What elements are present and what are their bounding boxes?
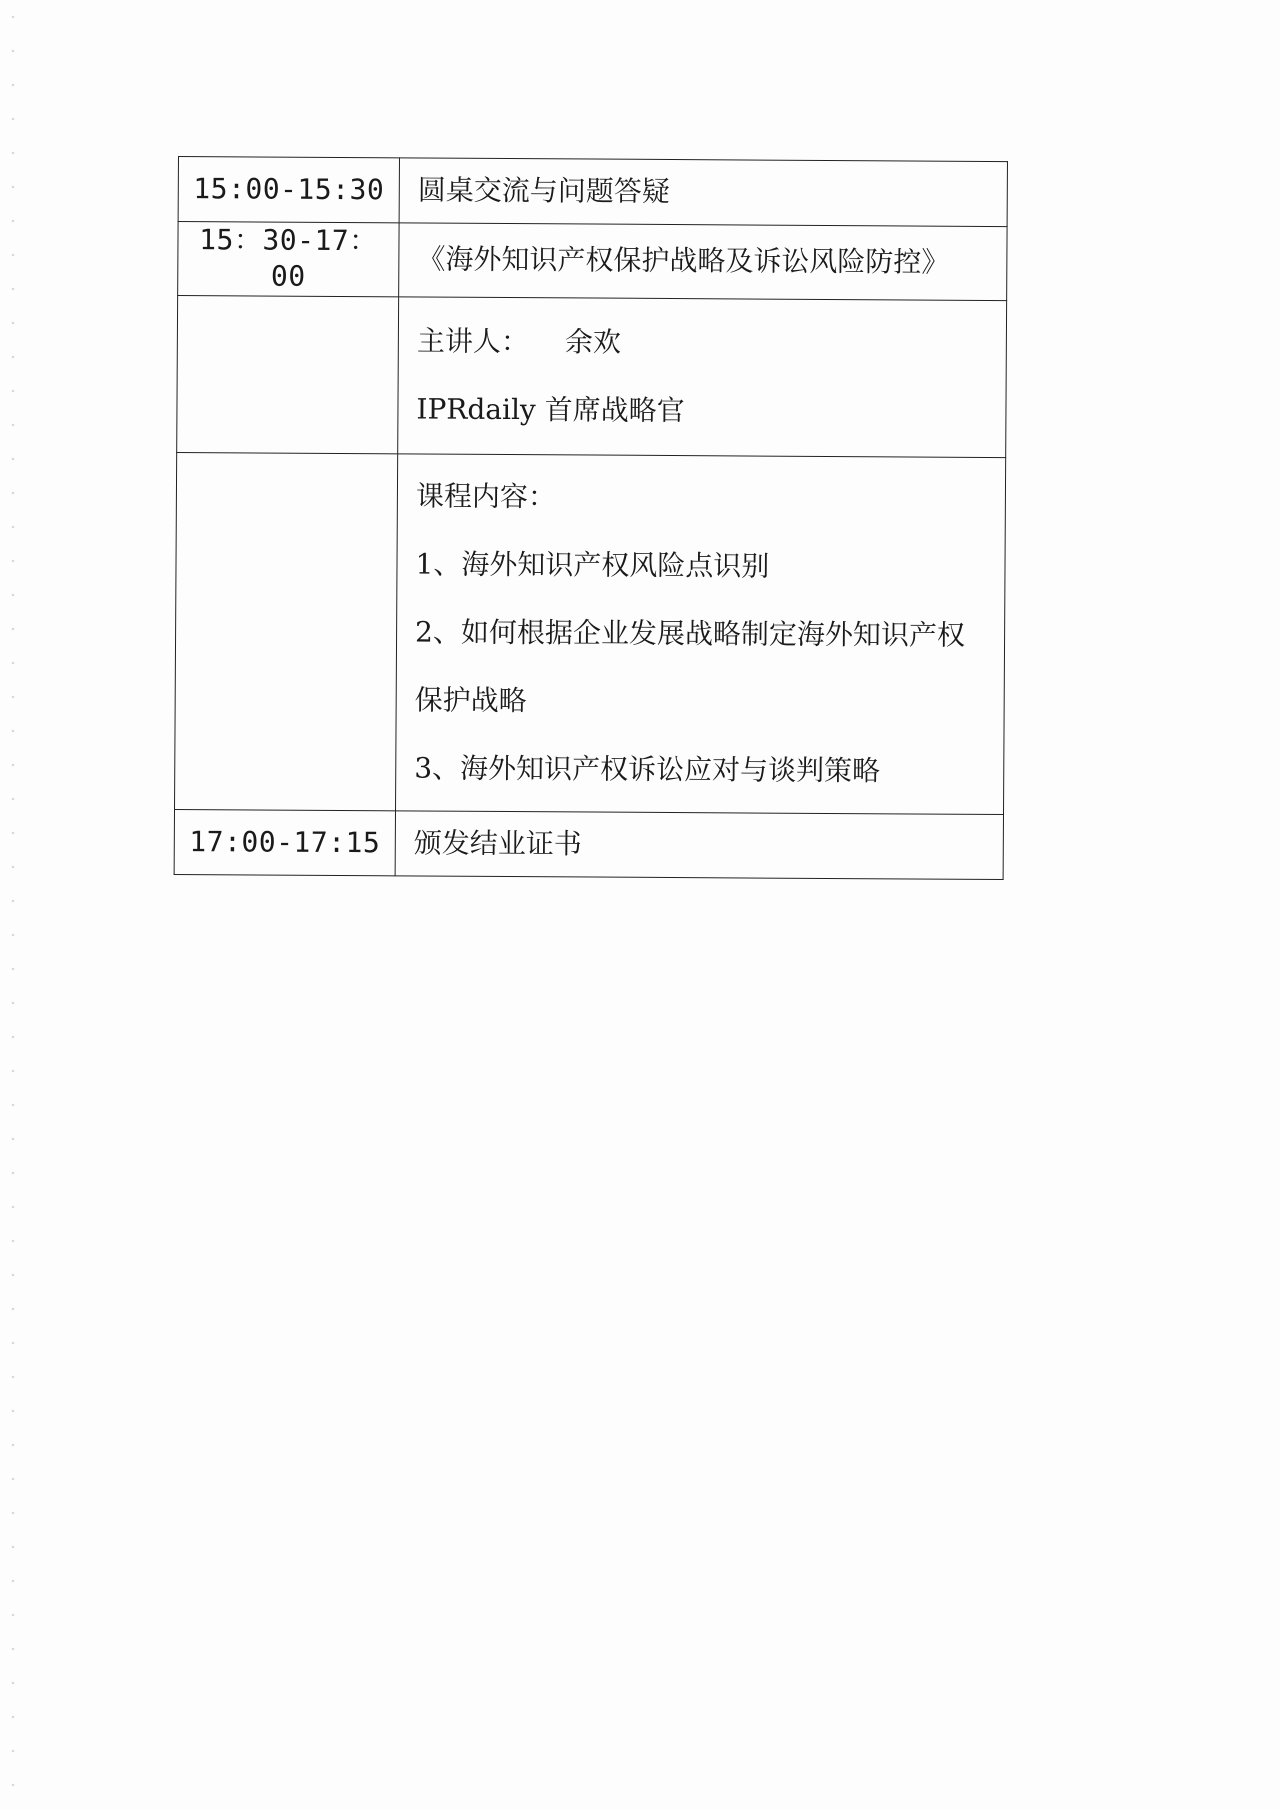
content-item: 3、海外知识产权诉讼应对与谈判策略 (414, 751, 881, 788)
time-cell: 17:00-17:15 (174, 809, 395, 875)
session-cell: 圆桌交流与问题答疑 (399, 158, 1007, 227)
time-cell: 15:00-15:30 (178, 157, 399, 223)
speaker-label: 主讲人： (416, 324, 529, 358)
time-cell-empty (177, 295, 399, 453)
time-cell-empty (175, 452, 398, 810)
speaker-line (417, 307, 992, 379)
table-row (175, 452, 1006, 814)
session-cell: 颁发结业证书 (395, 811, 1003, 880)
content-item: 2、如何根据企业发展战略制定海外知识产权保护战略 (414, 615, 966, 717)
course-content-cell (396, 454, 1006, 815)
content-item: 1、海外知识产权风险点识别 (415, 547, 770, 583)
speaker-name: 余欢 (564, 325, 622, 359)
schedule-table (174, 156, 1008, 880)
speaker-cell (398, 297, 1007, 458)
scan-edge-speckle (10, 0, 16, 1809)
table-row (177, 295, 1007, 457)
time-cell: 15：30-17：00 (178, 222, 399, 297)
session-title-cell: 《海外知识产权保护战略及诉讼风险防控》 (399, 223, 1007, 300)
content-heading: 课程内容： (415, 479, 557, 514)
table-row (178, 222, 1007, 301)
speaker-title: IPRdaily 首席战略官 (416, 392, 685, 427)
table-row (174, 809, 1003, 879)
table-row (178, 157, 1007, 227)
